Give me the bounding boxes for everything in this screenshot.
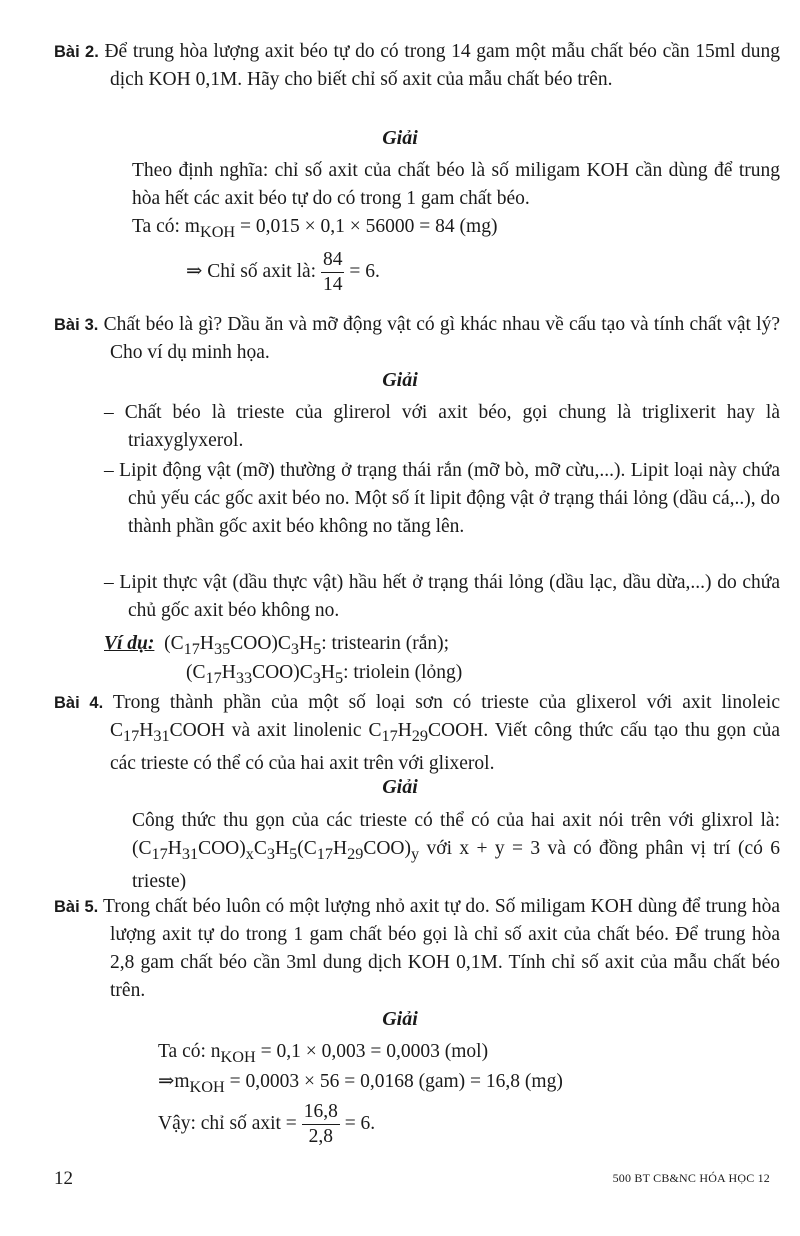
solution-text: Công thức thu gọn của các trieste có thể có của hai axit nói trên với glixrol là: $(C_{17}H_{31}COO)_xC_3H_5(C_{17}H_{29}COO)_y$ với x + y = 3 và có đồng phân vị trí (có 6 trieste) <box>132 810 780 892</box>
problem-3 <box>54 311 780 367</box>
solution-equation: Ta có: $m_{KOH} = 0,015 \times 0,1 \times 56000 = 84$ (mg) <box>132 216 498 241</box>
solution-equation: $\Rightarrow m_{KOH} = 0,0003 \times 56 = 0,0168$ (gam) = 16,8 (mg) <box>158 1071 563 1096</box>
problem-4: Bài 4. Trong thành phần của một số loại sơn có trieste của glixerol với axit linoleic $C_{17}H_{31}COOH$ và axit linolenic $C_{17}H_{29}COOH$. Viết công thức cấu tạo thu gọn của các trieste có thể có của hai axit trên với glixerol. <box>54 692 780 774</box>
problem-text: cần 15ml dung dịch KOH 0,1M. Hãy cho biết chỉ số axit của mẫu chất béo trên. <box>110 41 781 90</box>
example-1: Ví dụ: $(C_{17}H_{35}COO)C_3H_5$: tristearin (rắn); <box>104 633 450 658</box>
solution-equation: Ta có: $n_{KOH} = 0,1 \times 0,003 = 0,0003$ (mol) <box>158 1041 489 1066</box>
list-item: – Chất béo là trieste của glirerol với axit béo, gọi chung là triglixerit hay là triaxyglyxerol. <box>104 402 780 451</box>
problem-text: Trong chất béo luôn có một lượng nhỏ axit tự do. Số miligam KOH dùng để trung hòa lượng axit tự do trong 1 gam chất béo gọi là chỉ số axit của chất béo. Để trung hòa 2,8 gam chất béo cần 3ml dung dịch KOH 0,1M. Tính chỉ số axit của mẫu chất béo trên. <box>103 896 781 1001</box>
problem-5 <box>54 893 780 1005</box>
problem-label: Bài 2. <box>54 43 99 61</box>
solution-result: ⇒ Chỉ số axit là: $\frac{84}{14}$ = 6. <box>186 249 380 295</box>
solution-heading: Giải <box>382 369 418 391</box>
solution-result: Vậy: chỉ số axit = $\frac{16,8}{2,8}$ = 6. <box>158 1101 376 1147</box>
subscript: KOH <box>199 222 236 241</box>
example-label: Ví dụ: <box>104 633 155 654</box>
problem-2 <box>54 38 780 94</box>
fraction: $\frac{16,8}{2,8}$ <box>303 1101 338 1147</box>
problem-label: Bài 4. <box>54 694 104 712</box>
list-item: – Lipit thực vật (dầu thực vật) hầu hết ở trạng thái lỏng (dầu lạc, dầu dừa,...) do chứa chủ gốc axit béo không no. <box>104 572 780 621</box>
example-2: $(C_{17}H_{33}COO)C_3H_5$: triolein (lỏng) <box>186 662 463 687</box>
book-title: 500 BT CB&NC HÓA HỌC 12 <box>612 1171 770 1185</box>
page-number: 12 <box>54 1168 73 1189</box>
problem-label: Bài 3. <box>54 316 99 334</box>
fraction: $\frac{84}{14}$ <box>322 249 343 295</box>
solution-heading: Giải <box>382 776 418 798</box>
problem-label: Bài 5. <box>54 898 99 916</box>
list-item: – Lipit động vật (mỡ) thường ở trạng thái rắn (mỡ bò, mỡ cừu,...). Lipit loại này chứa chủ yếu các gốc axit béo no. Một số ít lipit động vật ở trạng thái lỏng (dầu cá,..), do thành phần gốc axit béo không no tăng lên. <box>104 460 780 537</box>
problem-text: Để trung hòa lượng axit béo tự do có trong 14 gam một mẫu chất béo <box>104 41 657 62</box>
solution-heading: Giải <box>382 127 418 149</box>
solution-heading: Giải <box>382 1008 418 1030</box>
problem-text: Chất béo là gì? Dầu ăn và mỡ động vật có gì khác nhau về cấu tạo và tính chất vật lý? Cho ví dụ minh họa. <box>103 314 781 363</box>
solution-text: Theo định nghĩa: chỉ số axit của chất béo là số miligam KOH cần dùng để trung hòa hết các axit béo tự do có trong 1 gam chất béo. <box>132 160 780 209</box>
